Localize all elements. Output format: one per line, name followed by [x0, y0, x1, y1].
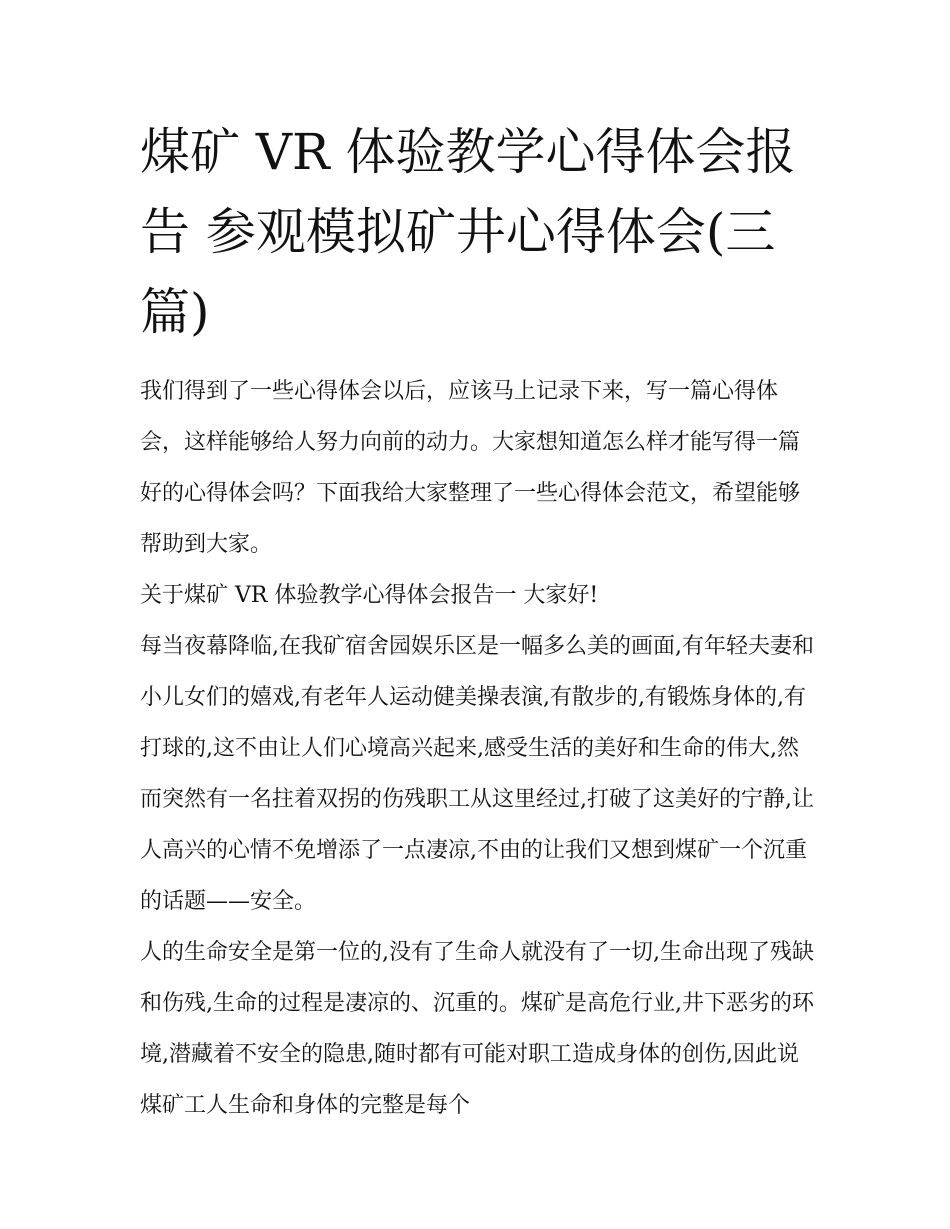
document-title — [140, 112, 815, 352]
title-line-3: 篇) — [140, 283, 210, 341]
body-paragraph-1: 每当夜幕降临,在我矿宿舍园娱乐区是一幅多么美的画面,有年轻夫妻和小儿女们的嬉戏,有老年人运动健美操表演,有散步的,有锻炼身体的,有打球的,这不由让人们心境高兴起来,感受生活的美好和生命的伟大,然而突然有一名拄着双拐的伤残职工从这里经过,打破了这美好的宁静,让人高兴的心情不免增添了一点凄凉,不由的让我们又想到煤矿一个沉重的话题——安全。 — [140, 634, 814, 914]
section-heading-paragraph: 关于煤矿 VR 体验教学心得体会报告一 大家好! — [140, 583, 599, 608]
title-line-2: 告 参观模拟矿井心得体会(三 — [140, 203, 776, 261]
document-page — [140, 112, 815, 1131]
body-paragraph-2: 人的生命安全是第一位的,没有了生命人就没有了一切,生命出现了残缺和伤残,生命的过程是凄凉的、沉重的。煤矿是高危行业,井下恶劣的环境,潜藏着不安全的隐患,随时都有可能对职工造成身体的创伤,因此说煤矿工人生命和身体的完整是每个 — [140, 940, 814, 1118]
intro-paragraph: 我们得到了一些心得体会以后，应该马上记录下来，写一篇心得体会，这样能够给人努力向前的动力。大家想知道怎么样才能写得一篇好的心得体会吗？下面我给大家整理了一些心得体会范文，希望能够帮助到大家。 — [140, 379, 801, 557]
title-line-1: 煤矿 VR 体验教学心得体会报 — [140, 123, 796, 181]
